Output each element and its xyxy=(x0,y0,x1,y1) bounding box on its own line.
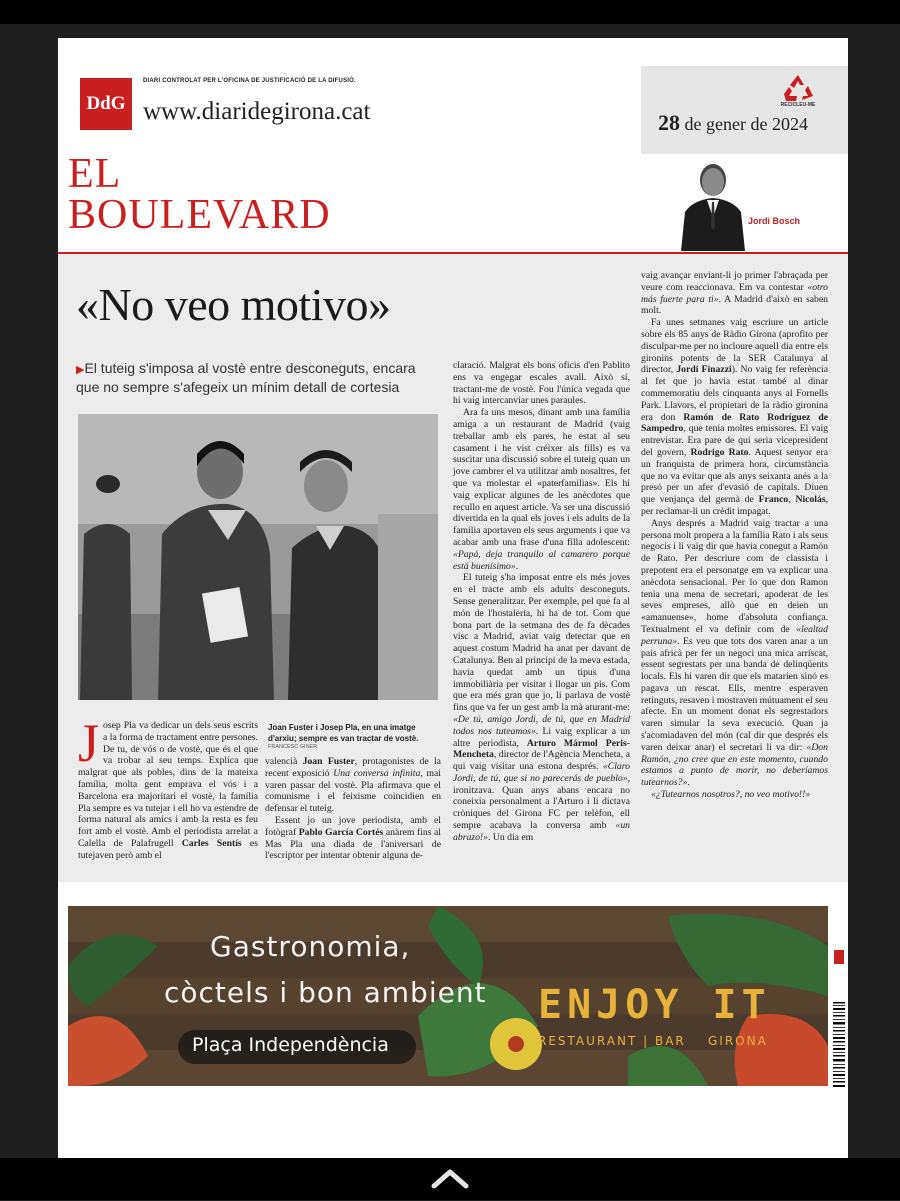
article-subhead: ▶El tuteig s'imposa al vostè entre desconeguts, encara que no sempre s'afegeix un mínim detall de cortesia xyxy=(76,360,416,395)
ad-brand: ENJOY IT xyxy=(538,982,771,1028)
article-photo xyxy=(78,414,438,700)
author-photo xyxy=(673,156,753,251)
recycle-icon xyxy=(780,72,816,104)
recycle-label: RECICLEU-ME xyxy=(780,102,816,108)
newspaper-page xyxy=(58,38,848,1158)
section-title: EL BOULEVARD xyxy=(68,151,331,238)
newspaper-logo: DdG xyxy=(80,78,132,130)
ad-subheadline: còctels i bon ambient xyxy=(164,976,487,1009)
photo-credit: FRANCESC GINER xyxy=(268,744,318,750)
article-column-1: Josep Pla va dedicar un dels seus escrits a la forma de tractament entre persones. De tu, de vós o de vostè, que és el que va trobar al seu temps. Explica que malgrat que als pobles, dins de la mateixa família, molta gent emprava el vós i a Barcelona era majoritari el vostè, la família Pla sempre es va tutejar i ell ho va estendre de forma natural als amics i amb la resta es feu fort amb el vostè. Amb el periodista arrelat a Calella de Palafrugell Carles Sentís es tutejaven però amb el xyxy=(78,713,258,861)
publication-date: 28 de gener de 2024 xyxy=(658,110,808,135)
ad-city: GIRONA xyxy=(708,1034,768,1048)
triangle-icon: ▶ xyxy=(76,364,85,376)
barcode xyxy=(832,890,846,1090)
article-column-3: claració. Malgrat els bons oficis d'en Pablito ens va engegar escales avall. Això sí, tractant-me de vostè. Fou l'única vegada que hi vaig intercanviar unes paraules. Ara fa uns mesos, dinant amb una família amiga a un restaurant de Madrid (vaig treballar amb els pares, he estat al seu casament i he vist créixer als fills) es va suscitar una discussió sobre el tuteig quan un jove cambrer el va utilitzar amb nosaltres, fet que va molestar el «paterfamilias». Els hi vaig explicar algunes de les anècdotes que recullo en aquest article. Va ser una discussió divertida en la qual els joves i els adults de la família aportaven els seus arguments i que va acabar amb una frase d'una filla adolescent: «Papá, deja tranquilo al camarero porque está buenísimo». El tuteig s'ha imposat entre els més joves en el tracte amb els adults desconeguts. Sense generalitzar. Per exemple, pel que fa al món de l'hostaleria, hi ha de tot. Com que bona part de la setmana des de fa dècades visc a Madrid, aviat vaig detectar que en aquest costum Madrid ha anat per davant de Catalunya. Ben al principi de la meva estada, havia quedat amb un tipus d'una immobiliària per visitar i llogar un pis. Com que era més gran que jo, li parlava de vostè fins que va fer un gest amb la mà aturant-me: «De tú, amigo Jordi, de tú, que en Madrid todos nos tuteamos». Li vaig explicar a un altre periodista, Arturo Mármol Peris-Mencheta, director de l'Agència Mencheta, a qui vaig visitar una estona després. «Claro Jordi, de tú, que si no parecerás de pueblo», ironitzava. Quan anys abans encara no coneixia personalment a l'Arturo i li dictava cròniques del Girona FC per telèfon, ell sempre acabava la conversa amb «un abrazo!». Un dia em xyxy=(453,360,630,843)
author-name: Jordi Bosch xyxy=(748,216,801,226)
certification-text: DIARI CONTROLAT PER L'OFICINA DE JUSTIFICACIÓ DE LA DIFUSIÓ. xyxy=(143,78,356,84)
site-url: www.diaridegirona.cat xyxy=(143,98,371,125)
close-chevron-icon[interactable] xyxy=(424,1162,476,1196)
drop-cap: J xyxy=(78,713,100,773)
top-bar xyxy=(0,0,900,24)
photo-caption: Joan Fuster i Josep Pla, en una imatge d'arxiu; sempre es van tractar de vostè. xyxy=(268,723,419,743)
advertisement[interactable] xyxy=(68,906,828,1086)
article-column-2: valencià Joan Fuster, protagonistes de la recent exposició Una conversa infinita, mai varen passar del vostè. Pla afirmava que el comunisme i el feixisme coincidien en defensar el tuteig. Essent jo un jove periodista, amb el fotògraf Pablo García Cortés anàrem fins al Mas Pla una diada de l'aniversari de l'escriptor per intentar obtenir alguna de- xyxy=(265,756,442,862)
article-headline: «No veo motivo» xyxy=(76,279,391,330)
ad-headline: Gastronomia, xyxy=(210,930,411,963)
ad-brand-subtitle: RESTAURANT | BAR xyxy=(538,1034,686,1048)
article-column-4: vaig avançar enviant-li jo primer l'abraçada per veure com reaccionava. Em va contestar «otro más fuerte para ti». A Madrid d'això en saben molt. Fa unes setmanes vaig escriure un article sobre els 85 anys de Ràdio Girona (aprofito per disculpar-me per no incloure aquell dia entre els gironins potents de la SER Catalunya al director, Jordi Finazzi). No vaig fer referència al fet que jo havia estat també al dinar commemoratiu dels cinquanta anys al Fornells Park. Llavors, el propietari de la ràdio gironina era don Ramón de Rato Rodríguez de Sampedro, que tenia moltes emissores. El vaig entrevistar. Era pare de qui seria vicepresident del govern, Rodrigo Rato. Aquest senyor era un franquista de primera hora, circumstància que no va evitar que als anys seixanta anés a la presó per un afer d'evasió de capitals. Diuen que venjança del germà de Franco, Nicolás, per reclamar-li un crèdit impagat. Anys després a Madrid vaig tractar a una persona molt propera a la família Rato i als seus negocis i li vaig dir que havia conegut a Ramón de Rato. Per descriure com de classista i prepotent era el personatge em va explicar una anècdota sensacional. Per lo que don Ramon tenia una mena de secretari, apoderat de les seves empreses, allò que en deien un «amanuense», home d'absoluta confiança. Textualment el va definir com de «lealtad perruna». Es veu que tots dos varen anar a un país africà per fer un negoci una mica arriscat, essent segrestats per una banda de delinqüents locals. Els hi varen dir que els matarien sinó es pagava un rescat. Ells, mentre esperaven retinguts, resaven i mostraven mútuament el seu afecte. En un moment donat els segrestadors varen simular la seva execució. Quan ja s'acomiadaven del món (cal dir que després els varen deixar anar) el secretari li va dir: «Don Ramón, ¿no cree que en este momento, cuando estamos a punto de morir, no deberíamos tutearnos?». «¿Tutearnos nosotros?, no veo motivo!!» xyxy=(641,270,829,801)
ad-location: Plaça Independència xyxy=(192,1034,389,1056)
